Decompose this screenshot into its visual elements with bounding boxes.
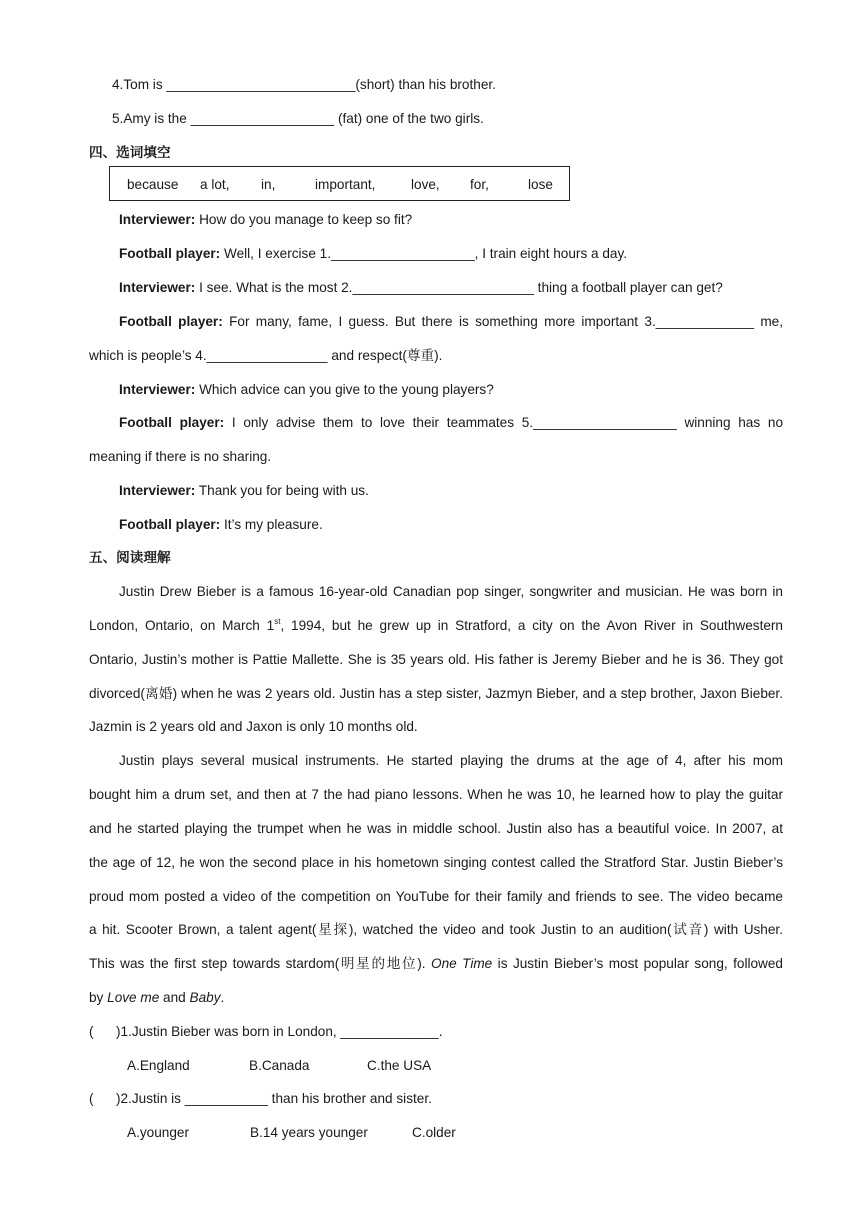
speaker-label: Interviewer: bbox=[119, 280, 196, 295]
word-bank-box bbox=[109, 166, 570, 201]
question-1-stem: )1.Justin Bieber was born in London, _____________. bbox=[116, 1024, 443, 1039]
dialogue-line bbox=[119, 413, 783, 433]
passage-line: Justin plays several musical instruments. He started playing the drums at the age of 4, after his mom bbox=[119, 753, 783, 768]
passage-text: . bbox=[220, 990, 225, 1005]
passage-line: bought him a drum set, and then at 7 the had piano lessons. When he was 10, he learned how to play the guitar bbox=[89, 787, 783, 802]
song-title: Baby bbox=[189, 990, 221, 1005]
passage-text: London, Ontario, on March 1 bbox=[89, 618, 275, 633]
passage-text: is Justin Bieber’s most popular song, followed bbox=[492, 956, 783, 971]
passage-line: a hit. Scooter Brown, a talent agent(星探), watched the video and took Justin to an audition(试音) with Usher. bbox=[89, 922, 783, 937]
dialogue-continuation: meaning if there is no sharing. bbox=[89, 449, 272, 464]
question-2-option-a: A.younger bbox=[127, 1125, 189, 1140]
dialogue-continuation: which is people’s 4.________________ and respect(尊重). bbox=[89, 348, 443, 363]
ordinal-suffix: st bbox=[274, 617, 281, 626]
speaker-label: Football player: bbox=[119, 246, 221, 261]
dialogue-text: How do you manage to keep so fit? bbox=[195, 212, 413, 227]
question-1-option-c: C.the USA bbox=[367, 1058, 432, 1073]
dialogue-text: Thank you for being with us. bbox=[195, 483, 369, 498]
section-4-title: 四、选词填空 bbox=[89, 145, 171, 161]
item-4: 4.Tom is _________________________(short) than his brother. bbox=[112, 77, 496, 92]
word-bank-item: for, bbox=[470, 177, 489, 192]
word-bank-item: important, bbox=[315, 177, 376, 192]
passage-line bbox=[89, 988, 224, 1008]
word-bank-item: love, bbox=[411, 177, 440, 192]
word-bank-item: a lot, bbox=[200, 177, 230, 192]
dialogue-text: I only advise them to love their teammates 5.___________________ winning has no bbox=[224, 415, 784, 430]
speaker-label: Interviewer: bbox=[119, 483, 196, 498]
passage-line: the age of 12, he won the second place in his hometown singing contest called the Stratford Star. Justin Bieber’s bbox=[89, 855, 783, 870]
passage-line: proud mom posted a video of the competition on YouTube for their family and friends to see. The video became bbox=[89, 889, 783, 904]
item-5: 5.Amy is the ___________________ (fat) one of the two girls. bbox=[112, 111, 484, 126]
passage-text: This was the first step towards stardom(明星的地位). bbox=[89, 956, 431, 971]
question-2-paren: ( bbox=[89, 1091, 94, 1106]
question-2-stem: )2.Justin is ___________ than his brother and sister. bbox=[116, 1091, 432, 1106]
song-title: One Time bbox=[431, 956, 493, 971]
dialogue-line bbox=[119, 244, 627, 264]
word-bank-item: in, bbox=[261, 177, 276, 192]
speaker-label: Interviewer: bbox=[119, 212, 196, 227]
passage-text: and bbox=[159, 990, 190, 1005]
word-bank-item: lose bbox=[528, 177, 553, 192]
dialogue-text: I see. What is the most 2.________________________ thing a football player can get? bbox=[195, 280, 723, 295]
passage-text: by bbox=[89, 990, 108, 1005]
passage-line: and he started playing the trumpet when he was in middle school. Justin also has a beautiful voice. In 2007, at bbox=[89, 821, 783, 836]
passage-line bbox=[89, 954, 783, 974]
dialogue-text: For many, fame, I guess. But there is something more important 3._____________ me, bbox=[222, 314, 783, 329]
dialogue-line bbox=[119, 515, 323, 535]
word-bank-item: because bbox=[127, 177, 179, 192]
passage-line: Justin Drew Bieber is a famous 16-year-old Canadian pop singer, songwriter and musician. He was born in bbox=[119, 584, 783, 599]
dialogue-line bbox=[119, 481, 369, 501]
song-title: Love me bbox=[107, 990, 160, 1005]
speaker-label: Interviewer: bbox=[119, 382, 196, 397]
dialogue-text: Which advice can you give to the young players? bbox=[195, 382, 494, 397]
question-1-option-b: B.Canada bbox=[249, 1058, 310, 1073]
dialogue-line bbox=[119, 312, 783, 332]
passage-text: , 1994, but he grew up in Stratford, a city on the Avon River in Southwestern bbox=[280, 618, 783, 633]
passage-line: Jazmin is 2 years old and Jaxon is only 10 months old. bbox=[89, 719, 418, 734]
passage-line bbox=[89, 616, 783, 636]
dialogue-text: It’s my pleasure. bbox=[220, 517, 323, 532]
speaker-label: Football player: bbox=[119, 517, 221, 532]
question-2-option-b: B.14 years younger bbox=[250, 1125, 368, 1140]
section-5-title: 五、阅读理解 bbox=[89, 550, 171, 566]
question-1-option-a: A.England bbox=[127, 1058, 190, 1073]
question-2-option-c: C.older bbox=[412, 1125, 456, 1140]
speaker-label: Football player: bbox=[119, 415, 225, 430]
speaker-label: Football player: bbox=[119, 314, 223, 329]
dialogue-text: Well, I exercise 1.___________________, I train eight hours a day. bbox=[220, 246, 628, 261]
dialogue-line bbox=[119, 278, 723, 298]
question-1-paren: ( bbox=[89, 1024, 94, 1039]
passage-line: Ontario, Justin’s mother is Pattie Mallette. She is 35 years old. His father is Jeremy Bieber and he is 36. They got bbox=[89, 652, 783, 667]
dialogue-line bbox=[119, 210, 412, 230]
passage-line: divorced(离婚) when he was 2 years old. Justin has a step sister, Jazmyn Bieber, and a step brother, Jaxon Bieber. bbox=[89, 686, 783, 701]
dialogue-line bbox=[119, 380, 494, 400]
